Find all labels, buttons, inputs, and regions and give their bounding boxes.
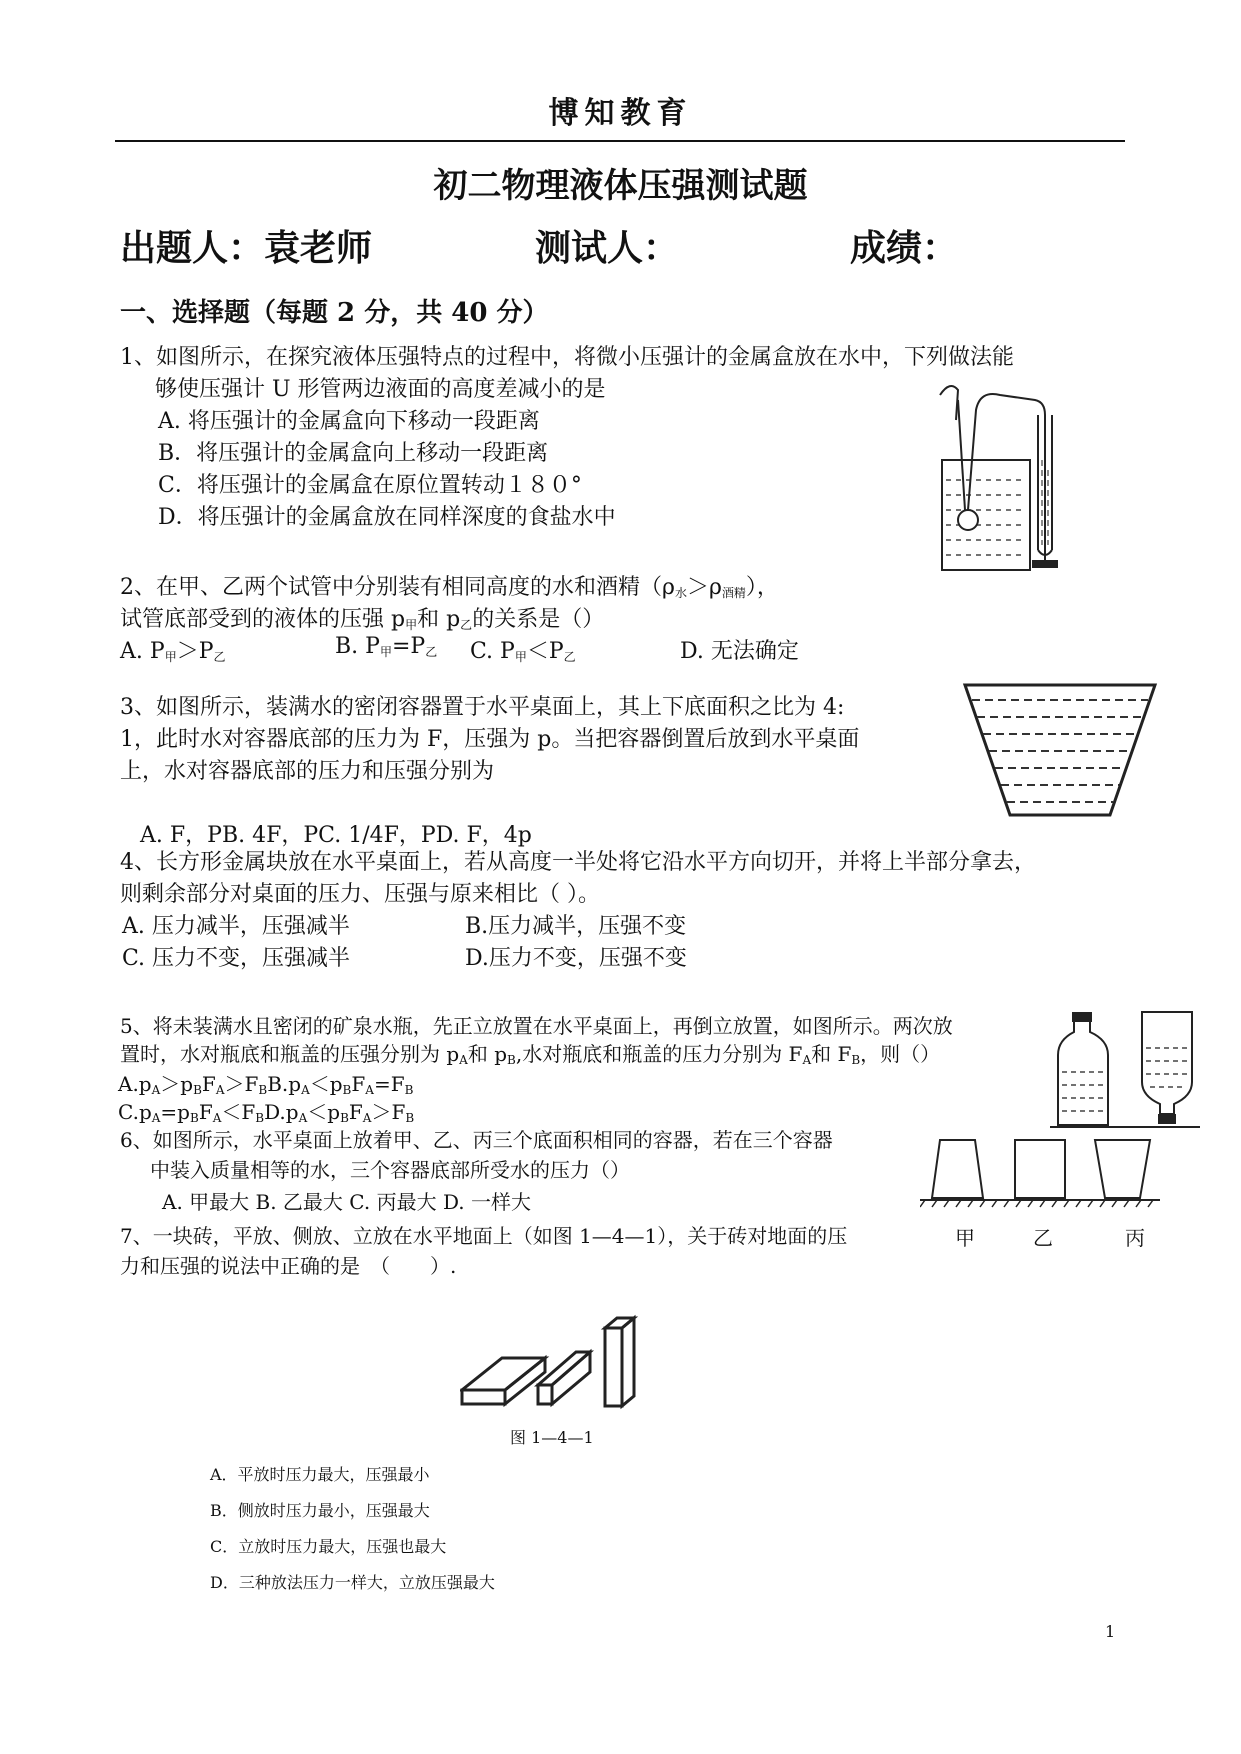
- figure-caption: 图 1—4—1: [510, 1428, 594, 1447]
- q2-option-a: A. $P_甲>P_乙$: [120, 639, 226, 664]
- header-rule: [115, 140, 1125, 142]
- brand-header: 博知教育: [548, 96, 693, 131]
- pressure-gauge-figure: [910, 370, 1080, 580]
- q4-line1: 4、长方形金属块放在水平桌面上，若从高度一半处将它沿水平方向切开，并将上半部分拿去，: [120, 850, 1037, 875]
- q6-line2: 中装入质量相等的水，三个容器底部所受水的压力（）: [150, 1158, 630, 1182]
- q1-option-a: A. 将压强计的金属盒向下移动一段距离: [158, 409, 540, 434]
- q2-stem-line2: 试管底部受到的液体的压强 $p_甲$和 $p_乙$的关系是（）: [120, 607, 605, 632]
- page-number: 1: [1105, 1622, 1116, 1641]
- q1-option-c: C．将压强计的金属盒在原位置转动１８０°: [158, 473, 582, 498]
- q3-line1: 3、如图所示，装满水的密闭容器置于水平桌面上，其上下底面积之比为 4:: [120, 695, 845, 720]
- q2-stem-line1: 2、在甲、乙两个试管中分别装有相同高度的水和酒精$(\rho_水>\rho_{酒精})$，: [120, 575, 779, 600]
- trapezoid-container-figure: [960, 680, 1160, 820]
- q3-line2: 1，此时水对容器底部的压力为 F，压强为 p。当把容器倒置后放到水平桌面: [120, 727, 860, 752]
- tester-label: 测试人：: [535, 228, 680, 269]
- q2-option-d: D. 无法确定: [680, 639, 799, 664]
- q1-stem-line1: 1、如图所示，在探究液体压强特点的过程中，将微小压强计的金属盒放在水中，下列做法能: [120, 345, 1015, 370]
- q7-line2: 力和压强的说法中正确的是 （ ）.: [120, 1254, 457, 1278]
- page-title: 初二物理液体压强测试题: [433, 166, 808, 206]
- q5-options-cd: $C.p_A=p_BF_A<F_BD.p_A<p_BF_A>F_B$: [118, 1100, 415, 1125]
- score-label: 成绩：: [850, 228, 959, 269]
- q1-option-b: B．将压强计的金属盒向上移动一段距离: [158, 441, 549, 466]
- q4-option-b: B.压力减半，压强不变: [465, 914, 687, 939]
- q7-line1: 7、一块砖，平放、侧放、立放在水平地面上（如图 1—4—1），关于砖对地面的压: [120, 1224, 848, 1248]
- q6-options: A. 甲最大 B. 乙最大 C. 丙最大 D. 一样大: [162, 1190, 531, 1214]
- container-label-jia: 甲: [955, 1226, 975, 1250]
- q1-option-d: D．将压强计的金属盒放在同样深度的食盐水中: [158, 505, 616, 530]
- q2-option-b: B. $P_甲=P_乙$: [335, 634, 438, 659]
- q7-option-a: A．平放时压力最大，压强最小: [210, 1465, 430, 1484]
- q5-line2: 置时，水对瓶底和瓶盖的压强分别为 $p_A$和 $p_B$,水对瓶底和瓶盖的压力分别为 $F_A$和 $F_B$，则（）: [120, 1042, 941, 1067]
- q7-option-b: B．侧放时压力最小，压强最大: [210, 1501, 430, 1520]
- setter-label: 出题人：袁老师: [120, 228, 373, 269]
- q3-line3: 上，水对容器底部的压力和压强分别为: [120, 759, 495, 784]
- q4-option-a: A. 压力减半，压强减半: [122, 914, 350, 939]
- q6-line1: 6、如图所示，水平桌面上放着甲、乙、丙三个底面积相同的容器，若在三个容器: [120, 1128, 833, 1152]
- section-heading: 一、选择题（每题 2 分，共 40 分）: [120, 298, 549, 328]
- container-label-bing: 丙: [1125, 1226, 1145, 1250]
- three-containers-figure: [920, 1135, 1160, 1210]
- q5-line1: 5、将未装满水且密闭的矿泉水瓶，先正立放置在水平桌面上，再倒立放置，如图所示。两次放: [120, 1014, 953, 1038]
- q4-line2: 则剩余部分对桌面的压力、压强与原来相比（ ）。: [120, 882, 600, 907]
- q4-option-c: C. 压力不变，压强减半: [122, 946, 351, 971]
- container-label-yi: 乙: [1033, 1226, 1053, 1250]
- q5-options-ab: $A.p_A>p_BF_A>F_BB.p_A<p_BF_A=F_B$: [118, 1072, 414, 1097]
- water-bottles-figure: [1050, 1010, 1200, 1130]
- q7-option-c: C．立放时压力最大，压强也最大: [210, 1537, 447, 1556]
- brick-orientations-figure: [460, 1310, 650, 1410]
- q2-option-c: C. $P_甲<P_乙$: [470, 639, 576, 664]
- q3-options: A. F，PB. 4F，PC. 1/4F，PD. F，4p: [140, 823, 532, 848]
- q1-stem-line2: 够使压强计 U 形管两边液面的高度差减小的是: [155, 377, 606, 402]
- q7-option-d: D．三种放法压力一样大，立放压强最大: [210, 1573, 495, 1592]
- q4-option-d: D.压力不变，压强不变: [465, 946, 687, 971]
